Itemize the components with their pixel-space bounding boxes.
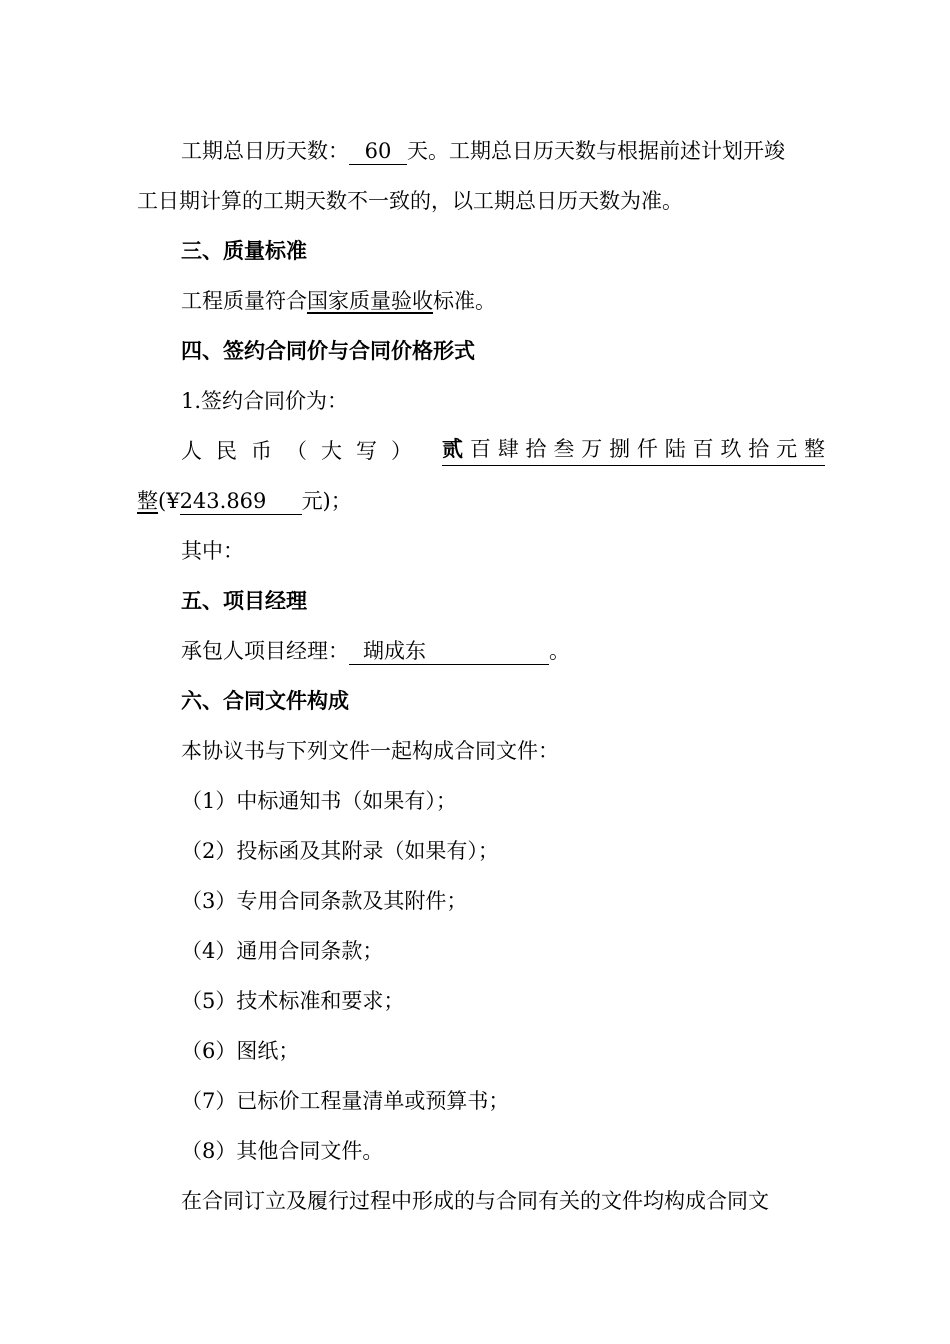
quality-standard: 国家质量验收 xyxy=(307,289,433,313)
amount-word-char: 百 xyxy=(469,437,491,461)
project-manager-line xyxy=(181,636,570,666)
amount-word-char: 百 xyxy=(692,437,714,461)
amount-word-char: 拾 xyxy=(525,437,547,461)
list-item: （1）中标通知书（如果有）； xyxy=(181,789,457,813)
amount-word-char: 元 xyxy=(776,437,798,461)
amount-word-char: 万 xyxy=(581,437,603,461)
amount-suffix: 元)； xyxy=(301,489,352,513)
section-6-heading: 六、合同文件构成 xyxy=(181,689,349,713)
amount-word-char: 肆 xyxy=(497,437,519,461)
list-item: （8）其他合同文件。 xyxy=(181,1139,384,1163)
amount-words-line2: 整 xyxy=(137,489,158,513)
project-manager-name: 瑚成东 xyxy=(349,638,549,665)
amount-prefix: (¥ xyxy=(158,489,180,513)
duration-label: 工期总日历天数： xyxy=(181,139,349,163)
amount-in-words xyxy=(442,436,825,466)
amount-word-char: 捌 xyxy=(609,437,631,461)
amount-number-line xyxy=(137,486,352,516)
amount-word-char: 玖 xyxy=(720,437,742,461)
amount-word-char: 仟 xyxy=(636,437,658,461)
project-manager-end: 。 xyxy=(549,639,570,663)
list-item: （5）技术标准和要求； xyxy=(181,989,405,1013)
amount-word-char: 叁 xyxy=(553,437,575,461)
duration-line-2: 工日期计算的工期天数不一致的，以工期总日历天数为准。 xyxy=(137,189,683,213)
amount-word-char: 贰 xyxy=(442,436,463,461)
section-4-heading: 四、签约合同价与合同价格形式 xyxy=(181,339,475,363)
project-manager-label: 承包人项目经理： xyxy=(181,639,349,663)
rmb-line xyxy=(181,436,825,466)
amount-word-char: 整 xyxy=(803,437,825,461)
amount-word-char: 拾 xyxy=(748,437,770,461)
quality-text-after: 标准。 xyxy=(433,289,496,313)
amount-number: 243.869 xyxy=(180,488,302,515)
list-item: （6）图纸； xyxy=(181,1039,300,1063)
list-item: （3）专用合同条款及其附件； xyxy=(181,889,468,913)
section-5-heading: 五、项目经理 xyxy=(181,589,307,613)
quality-text-before: 工程质量符合 xyxy=(181,289,307,313)
among-line: 其中： xyxy=(181,539,244,563)
duration-rest: 天。工期总日历天数与根据前述计划开竣 xyxy=(407,139,785,163)
closing-line: 在合同订立及履行过程中形成的与合同有关的文件均构成合同文 xyxy=(181,1189,769,1213)
duration-days: 60 xyxy=(349,138,407,165)
contract-price-item: 1.签约合同价为： xyxy=(181,389,349,413)
amount-word-char: 陆 xyxy=(664,437,686,461)
list-item: （7）已标价工程量清单或预算书； xyxy=(181,1089,510,1113)
list-item: （2）投标函及其附录（如果有）； xyxy=(181,839,499,863)
quality-line xyxy=(181,286,496,316)
duration-line xyxy=(181,136,785,166)
documents-intro: 本协议书与下列文件一起构成合同文件： xyxy=(181,739,559,763)
section-3-heading: 三、质量标准 xyxy=(181,239,307,263)
rmb-label: 人民币（大写） xyxy=(181,439,426,463)
list-item: （4）通用合同条款； xyxy=(181,939,384,963)
